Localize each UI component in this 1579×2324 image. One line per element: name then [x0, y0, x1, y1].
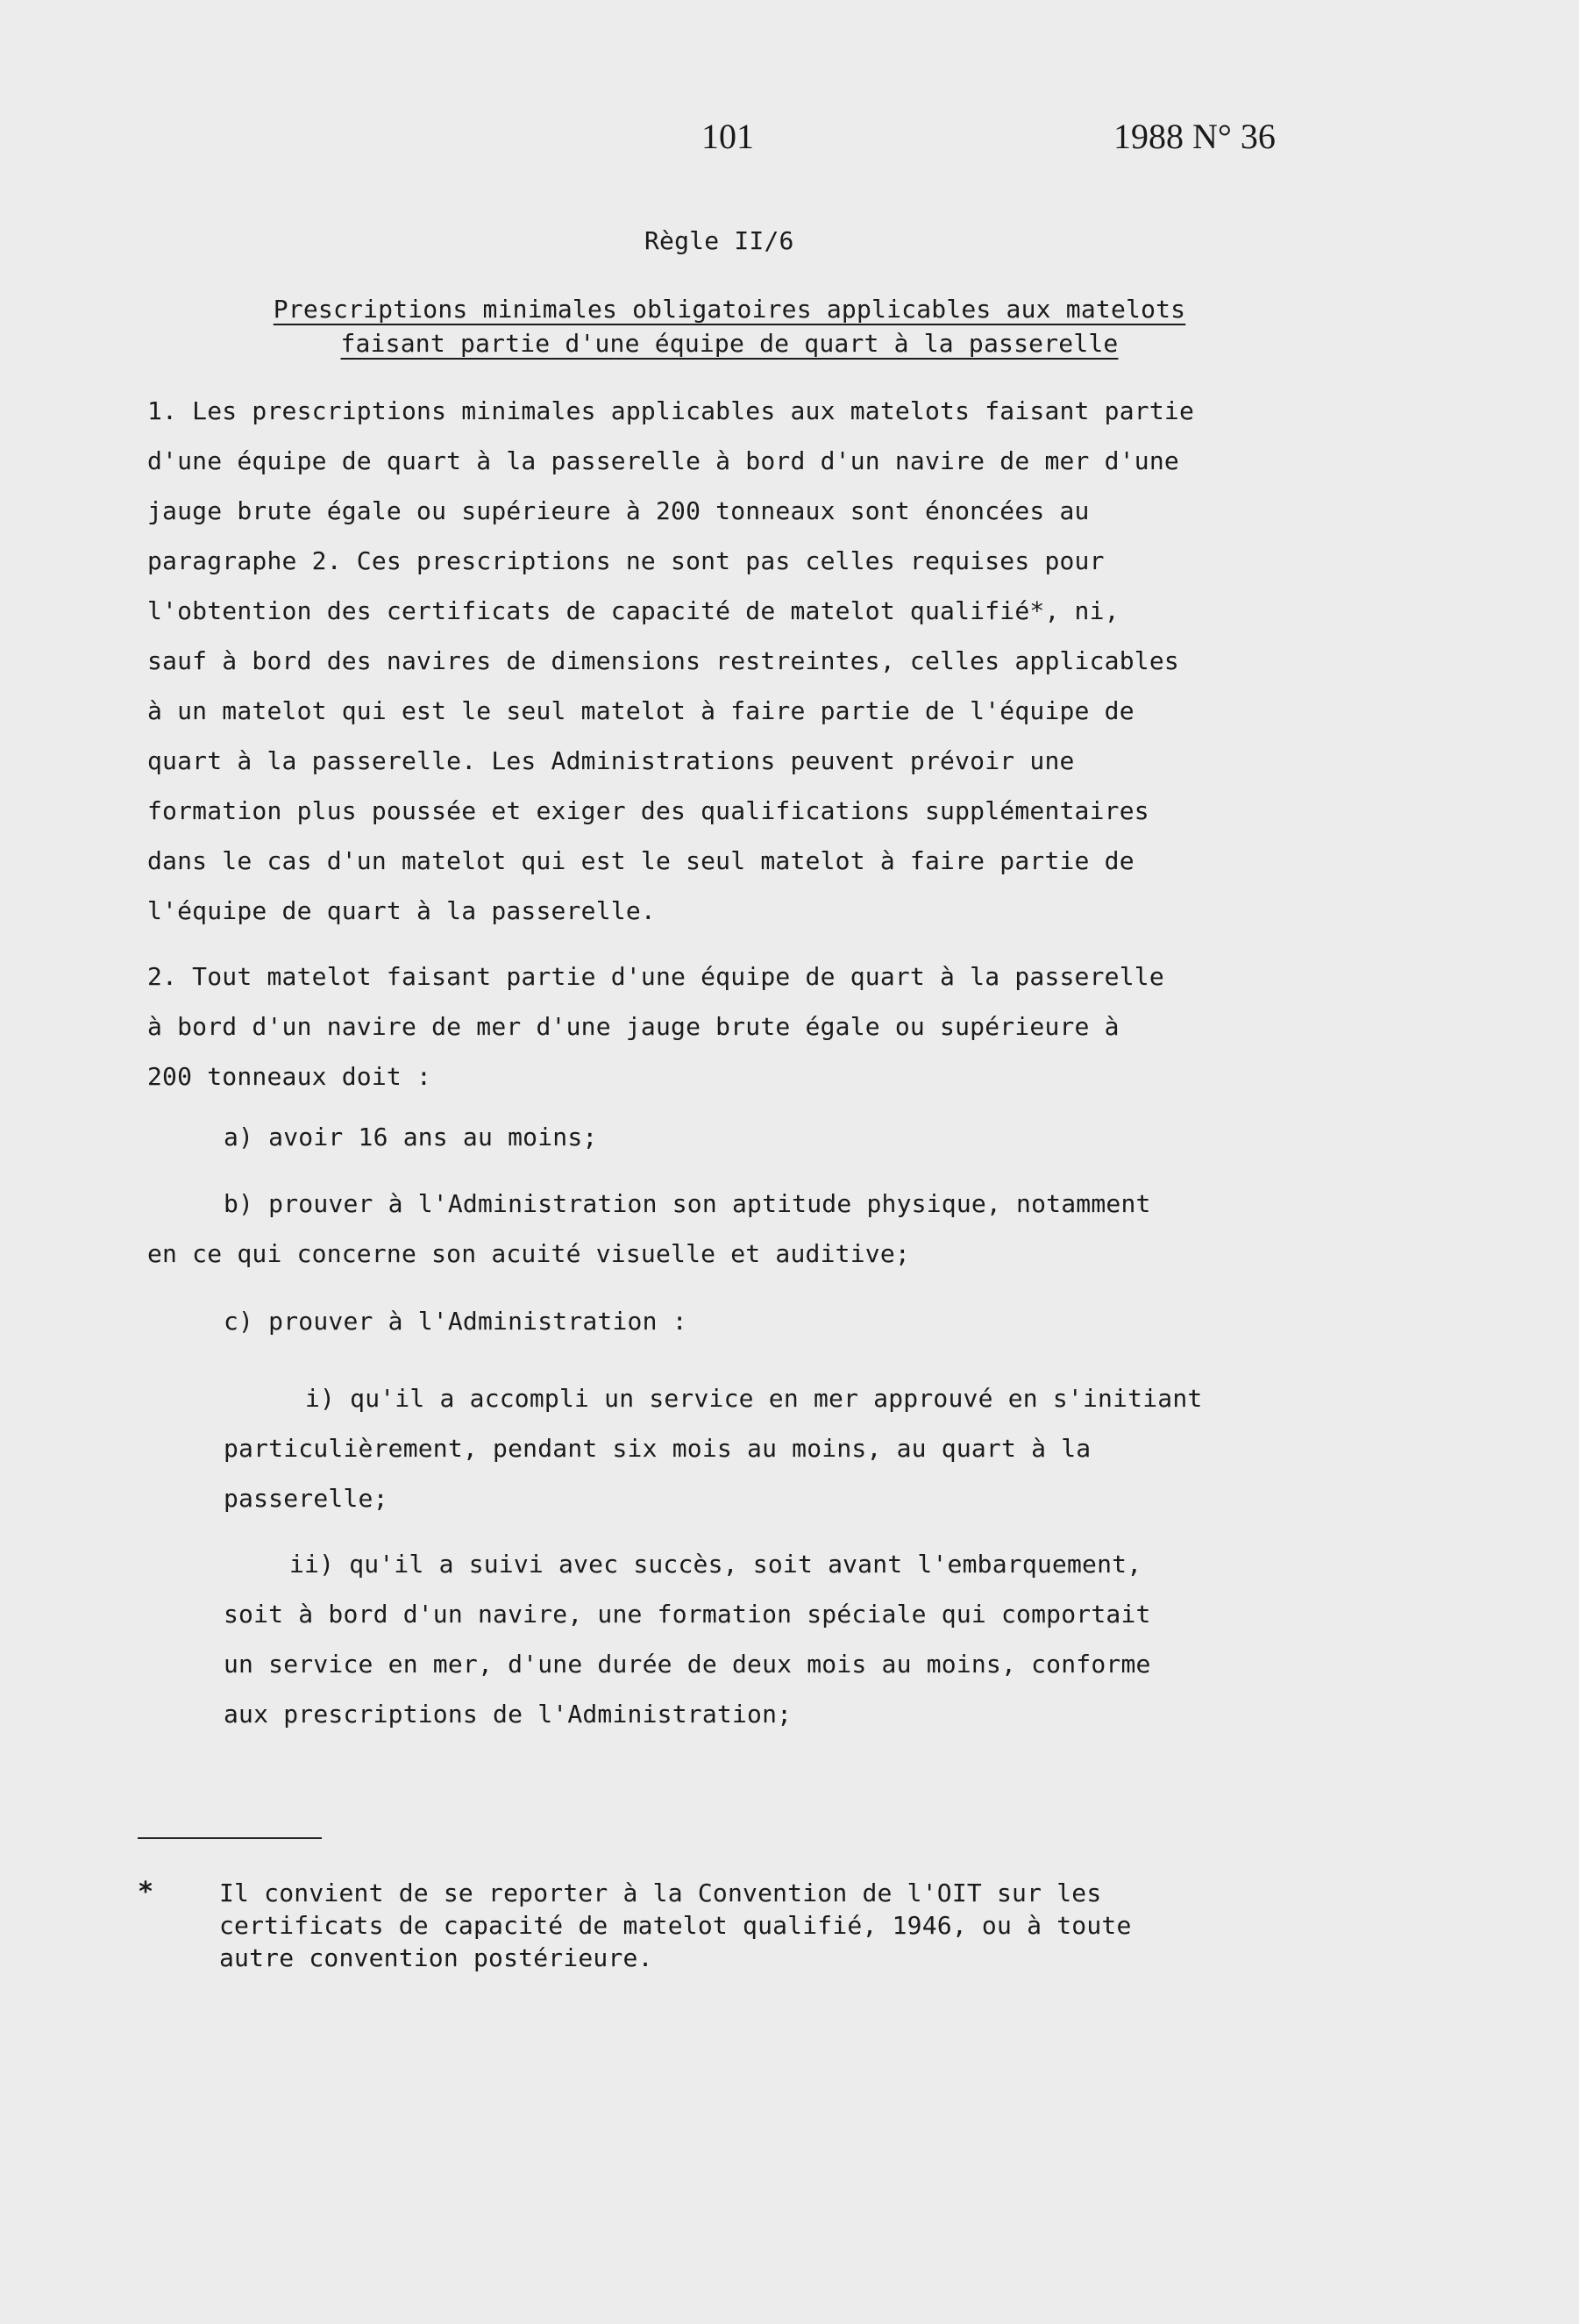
footnote-line: certificats de capacité de matelot qualifié, 1946, ou à toute [219, 1911, 1132, 1940]
sub-item-line: particulièrement, pendant six mois au moins, au quart à la [224, 1434, 1092, 1463]
paragraph-line: paragraphe 2. Ces prescriptions ne sont pas celles requises pour [147, 546, 1105, 575]
paragraph-1 [147, 386, 1353, 936]
paragraph-line: dans le cas d'un matelot qui est le seul matelot à faire partie de [147, 846, 1134, 875]
sub-item-line: un service en mer, d'une durée de deux mois au moins, conforme [224, 1650, 1151, 1679]
paragraph-line: jauge brute égale ou supérieure à 200 tonneaux sont énoncées au [147, 496, 1090, 525]
rule-title: Règle II/6 [644, 226, 794, 255]
paragraph-line: 200 tonneaux doit : [147, 1062, 432, 1091]
sub-item-line: passerelle; [224, 1484, 388, 1513]
sub-item-line: ii) qu'il a suivi avec succès, soit avant l'embarquement, [289, 1550, 1142, 1579]
footnote-divider [138, 1837, 322, 1839]
paragraph-line: formation plus poussée et exiger des qualifications supplémentaires [147, 796, 1149, 825]
sub-item-line: soit à bord d'un navire, une formation spéciale qui comportait [224, 1600, 1151, 1629]
footnote-marker: * [138, 1877, 154, 1907]
paragraph-line: l'obtention des certificats de capacité de matelot qualifié*, ni, [147, 596, 1120, 625]
sub-item-ii [224, 1539, 1151, 1739]
sub-item-line: i) qu'il a accompli un service en mer approuvé en s'initiant [305, 1384, 1203, 1413]
sub-item-i [224, 1373, 1202, 1523]
list-item-b-line-2: en ce qui concerne son acuité visuelle et auditive; [147, 1239, 910, 1268]
page-header [0, 116, 1579, 160]
footnote-line: Il convient de se reporter à la Convention de l'OIT sur les [219, 1878, 1102, 1907]
paragraph-line: à un matelot qui est le seul matelot à faire partie de l'équipe de [147, 696, 1134, 725]
list-item-c: c) prouver à l'Administration : [224, 1307, 687, 1336]
footnote [219, 1877, 1132, 1974]
paragraph-line: quart à la passerelle. Les Administrations peuvent prévoir une [147, 746, 1075, 775]
paragraph-line: 2. Tout matelot faisant partie d'une équipe de quart à la passerelle [147, 962, 1164, 991]
list-item-a: a) avoir 16 ans au moins; [224, 1123, 598, 1151]
paragraph-line: 1. Les prescriptions minimales applicables aux matelots faisant partie [147, 396, 1195, 425]
paragraph-line: sauf à bord des navires de dimensions restreintes, celles applicables [147, 646, 1179, 675]
rule-heading-line-1: Prescriptions minimales obligatoires applicables aux matelots [273, 295, 1186, 324]
paragraph-line: l'équipe de quart à la passerelle. [147, 896, 656, 925]
paragraph-line: d'une équipe de quart à la passerelle à bord d'un navire de mer d'une [147, 446, 1179, 475]
rule-heading-line-2: faisant partie d'une équipe de quart à la passerelle [340, 329, 1119, 358]
footnote-line: autre convention postérieure. [219, 1943, 653, 1972]
document-reference: 1988 N° 36 [1113, 117, 1276, 156]
paragraph-2 [147, 952, 1353, 1101]
page-number: 101 [701, 117, 754, 156]
sub-item-line: aux prescriptions de l'Administration; [224, 1700, 793, 1729]
paragraph-line: à bord d'un navire de mer d'une jauge brute égale ou supérieure à [147, 1012, 1120, 1041]
list-item-b-line-1: b) prouver à l'Administration son aptitude physique, notamment [224, 1189, 1151, 1218]
